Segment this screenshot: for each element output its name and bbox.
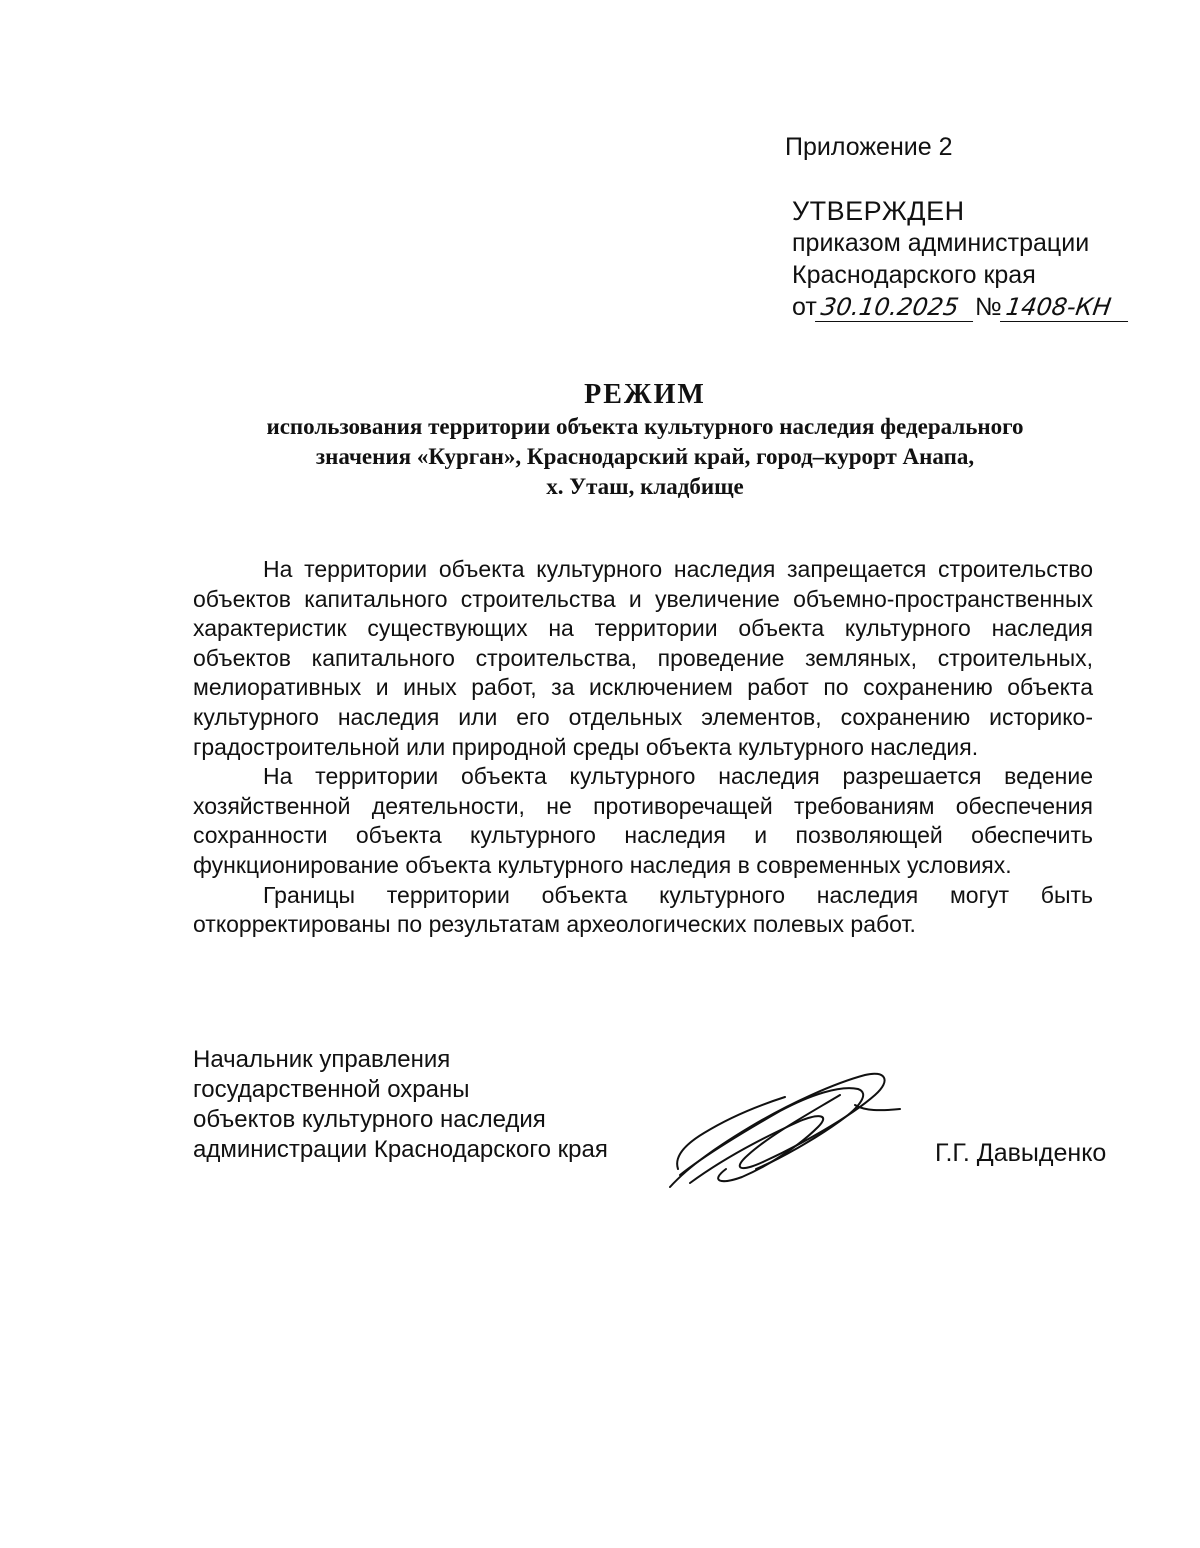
subtitle-line-3: х. Уташ, кладбище xyxy=(546,474,744,499)
order-date: 30.10.2025 xyxy=(815,293,977,322)
from-prefix: от xyxy=(792,293,817,321)
signer-position-line-3: объектов культурного наследия xyxy=(193,1106,546,1133)
approval-line-2: Краснодарского края xyxy=(792,261,1036,289)
paragraph-1: На территории объекта культурного наследия запрещается строительство объектов капитального строительства и увеличение объемно-пространственных характеристик существующих на территории объекта культурного наследия объектов капитального строительства, проведение земляных, строительных, мелиоративных и иных работ, за исключением работ по сохранению объекта культурного наследия или его отдельных элементов, сохранению историко-градостроительной или природной среды объекта культурного наследия. xyxy=(193,556,1093,760)
signer-position xyxy=(193,1045,608,1165)
number-prefix: № xyxy=(974,293,1002,321)
paragraph-2: На территории объекта культурного наследия разрешается ведение хозяйственной деятельности, не противоречащей требованиям обеспечения сохранности объекта культурного наследия и позволяющей обеспечить функционирование объекта культурного наследия в современных условиях. xyxy=(193,763,1093,878)
handwritten-signature xyxy=(660,1065,910,1195)
document-title: РЕЖИМ xyxy=(584,379,706,410)
approval-block xyxy=(792,195,1152,327)
body-text xyxy=(193,555,1093,940)
subtitle-line-1: использования территории объекта культурного наследия федерального xyxy=(266,414,1024,439)
order-number: 1408-КН xyxy=(1000,293,1132,322)
approval-line-1: приказом администрации xyxy=(792,229,1090,257)
signer-position-line-1: Начальник управления xyxy=(193,1046,451,1073)
title-block xyxy=(150,378,1140,502)
paragraph-3: Границы территории объекта культурного наследия могут быть откорректированы по результатам археологических полевых работ. xyxy=(193,881,1093,938)
approved-label: УТВЕРЖДЕН xyxy=(792,196,965,226)
order-reference xyxy=(792,291,1152,327)
signer-position-line-2: государственной охраны xyxy=(193,1076,470,1103)
signer-position-line-4: администрации Краснодарского края xyxy=(193,1136,608,1163)
signer-name: Г.Г. Давыденко xyxy=(935,1139,1107,1167)
appendix-label: Приложение 2 xyxy=(785,133,953,161)
subtitle-line-2: значения «Курган», Краснодарский край, город–курорт Анапа, xyxy=(315,444,975,469)
